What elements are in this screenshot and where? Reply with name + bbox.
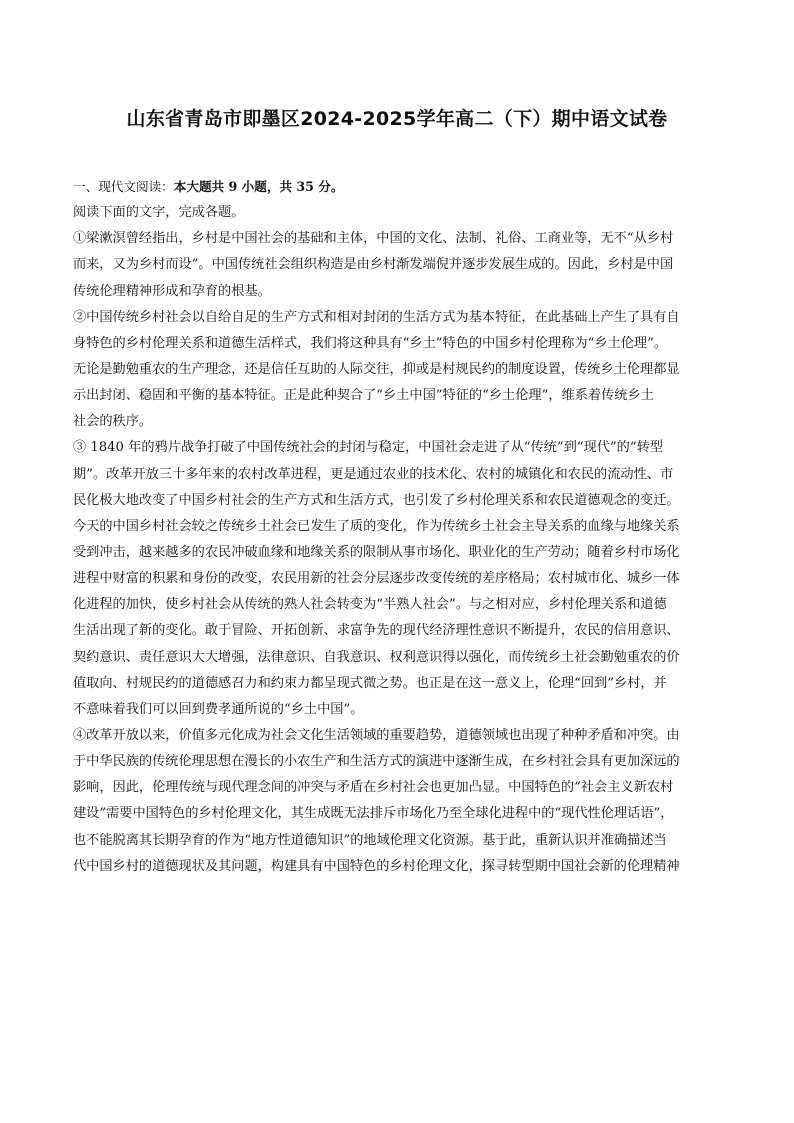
paragraph-line: 进程中财富的积累和身份的改变，农民用新的社会分层逐步改变传统的差序格局；农村城市化、城乡一体 (73, 571, 680, 587)
paragraph-line: 契约意识、责任意识大大增强，法律意识、自我意识、权利意识得以强化，而传统乡土社会勤勉重农的价 (73, 649, 680, 665)
paragraph-line: ④改革开放以来，价值多元化成为社会文化生活领域的重要趋势，道德领域也出现了种种矛盾和冲突。由 (73, 727, 680, 743)
paragraph-line: 社会的秩序。 (73, 414, 153, 430)
page-title: 山东省青岛市即墨区2024-2025学年高二（下）期中语文试卷 (126, 108, 668, 130)
paragraph-line: 传统伦理精神形成和孕育的根基。 (73, 283, 271, 299)
section-heading-detail: 本大题共 9 小题，共 35 分。 (173, 179, 344, 194)
paragraph-line (73, 880, 733, 906)
section-heading (73, 174, 733, 200)
paragraph-line (73, 906, 733, 932)
instruction-line: 阅读下面的文字，完成各题。 (73, 205, 245, 221)
paragraph-line: 今天的中国乡村社会较之传统乡土社会已发生了质的变化，作为传统乡土社会主导关系的血缘与地缘关系 (73, 518, 680, 534)
paragraph-line: 示出封闭、稳固和平衡的基本特征。正是此种契合了“乡土中国”特征的“乡土伦理”，维系着传统乡土 (73, 388, 654, 404)
paragraph-line: 无论是勤勉重农的生产理念，还是信任互助的人际交往，抑或是村规民约的制度设置，传统乡土伦理都显 (73, 361, 680, 377)
paragraph-line: 不意味着我们可以回到费孝通所说的“乡土中国”。 (73, 701, 364, 717)
paragraph-line: ②中国传统乡村社会以自给自足的生产方式和相对封闭的生活方式为基本特征，在此基础上产生了具有自 (73, 309, 680, 325)
paragraph-line (73, 958, 733, 984)
paragraph-line: 代中国乡村的道德现状及其问题，构建具有中国特色的乡村伦理文化，探寻转型期中国社会新的伦理精神 (73, 858, 680, 874)
paragraph-line (73, 1011, 733, 1037)
paragraph-line: 值取向、村规民约的道德感召力和约束力都呈现式微之势。也正是在这一意义上，伦理“回到”乡村，并 (73, 675, 667, 691)
paragraph-line: 身特色的乡村伦理关系和道德生活样式，我们将这种具有“乡土”特色的中国乡村伦理称为“乡土伦理”。 (73, 335, 668, 351)
paragraph-line: 民化极大地改变了中国乡村社会的生产方式和生活方式，也引发了乡村伦理关系和农民道德观念的变迁。 (73, 492, 680, 508)
paragraph-line: 受到冲击，越来越多的农民冲破血缘和地缘关系的限制从事市场化、职业化的生产劳动；随着乡村市场化 (73, 544, 680, 560)
paragraph-line: ③ 1840 年的鸦片战争打破了中国传统社会的封闭与稳定，中国社会走进了从“传统”到“现代”的“转型 (73, 440, 663, 456)
paragraph-line (73, 932, 733, 958)
paragraph-line: 而来，又为乡村而设”。中国传统社会组织构造是由乡村渐发端倪并逐步发展生成的。因此，乡村是中国 (73, 257, 674, 273)
paragraph-line: ①梁漱溟曾经指出，乡村是中国社会的基础和主体，中国的文化、法制、礼俗、工商业等，无不“从乡村 (73, 231, 674, 247)
section-heading-prefix: 一、现代文阅读： (73, 179, 174, 194)
paragraph-line: 影响，因此，伦理传统与现代理念间的冲突与矛盾在乡村社会也更加凸显。中国特色的“社会主义新农村 (73, 780, 674, 796)
paragraph-line: 于中华民族的传统伦理思想在漫长的小农生产和生活方式的演进中逐渐生成，在乡村社会具有更加深远的 (73, 754, 680, 770)
paragraph-line: 期”。改革开放三十多年来的农村改革进程，更是通过农业的技术化、农村的城镇化和农民的流动性、市 (73, 466, 674, 482)
paragraph-line (73, 984, 733, 1010)
paragraph-line: 化进程的加快，使乡村社会从传统的熟人社会转变为“半熟人社会”。与之相对应，乡村伦理关系和道德 (73, 597, 667, 613)
paragraph-line: 建设”需要中国特色的乡村伦理文化，其生成既无法排斥市场化乃至全球化进程中的“现代性伦理话语”， (73, 806, 674, 822)
paragraph-line: 生活出现了新的变化。敢于冒险、开拓创新、求富争先的现代经济理性意识不断提升，农民的信用意识、 (73, 623, 680, 639)
paragraph-line: 也不能脱离其长期孕育的作为“地方性道德知识”的地域伦理文化资源。基于此，重新认识并准确描述当 (73, 832, 667, 848)
reading-passage (73, 174, 733, 1037)
